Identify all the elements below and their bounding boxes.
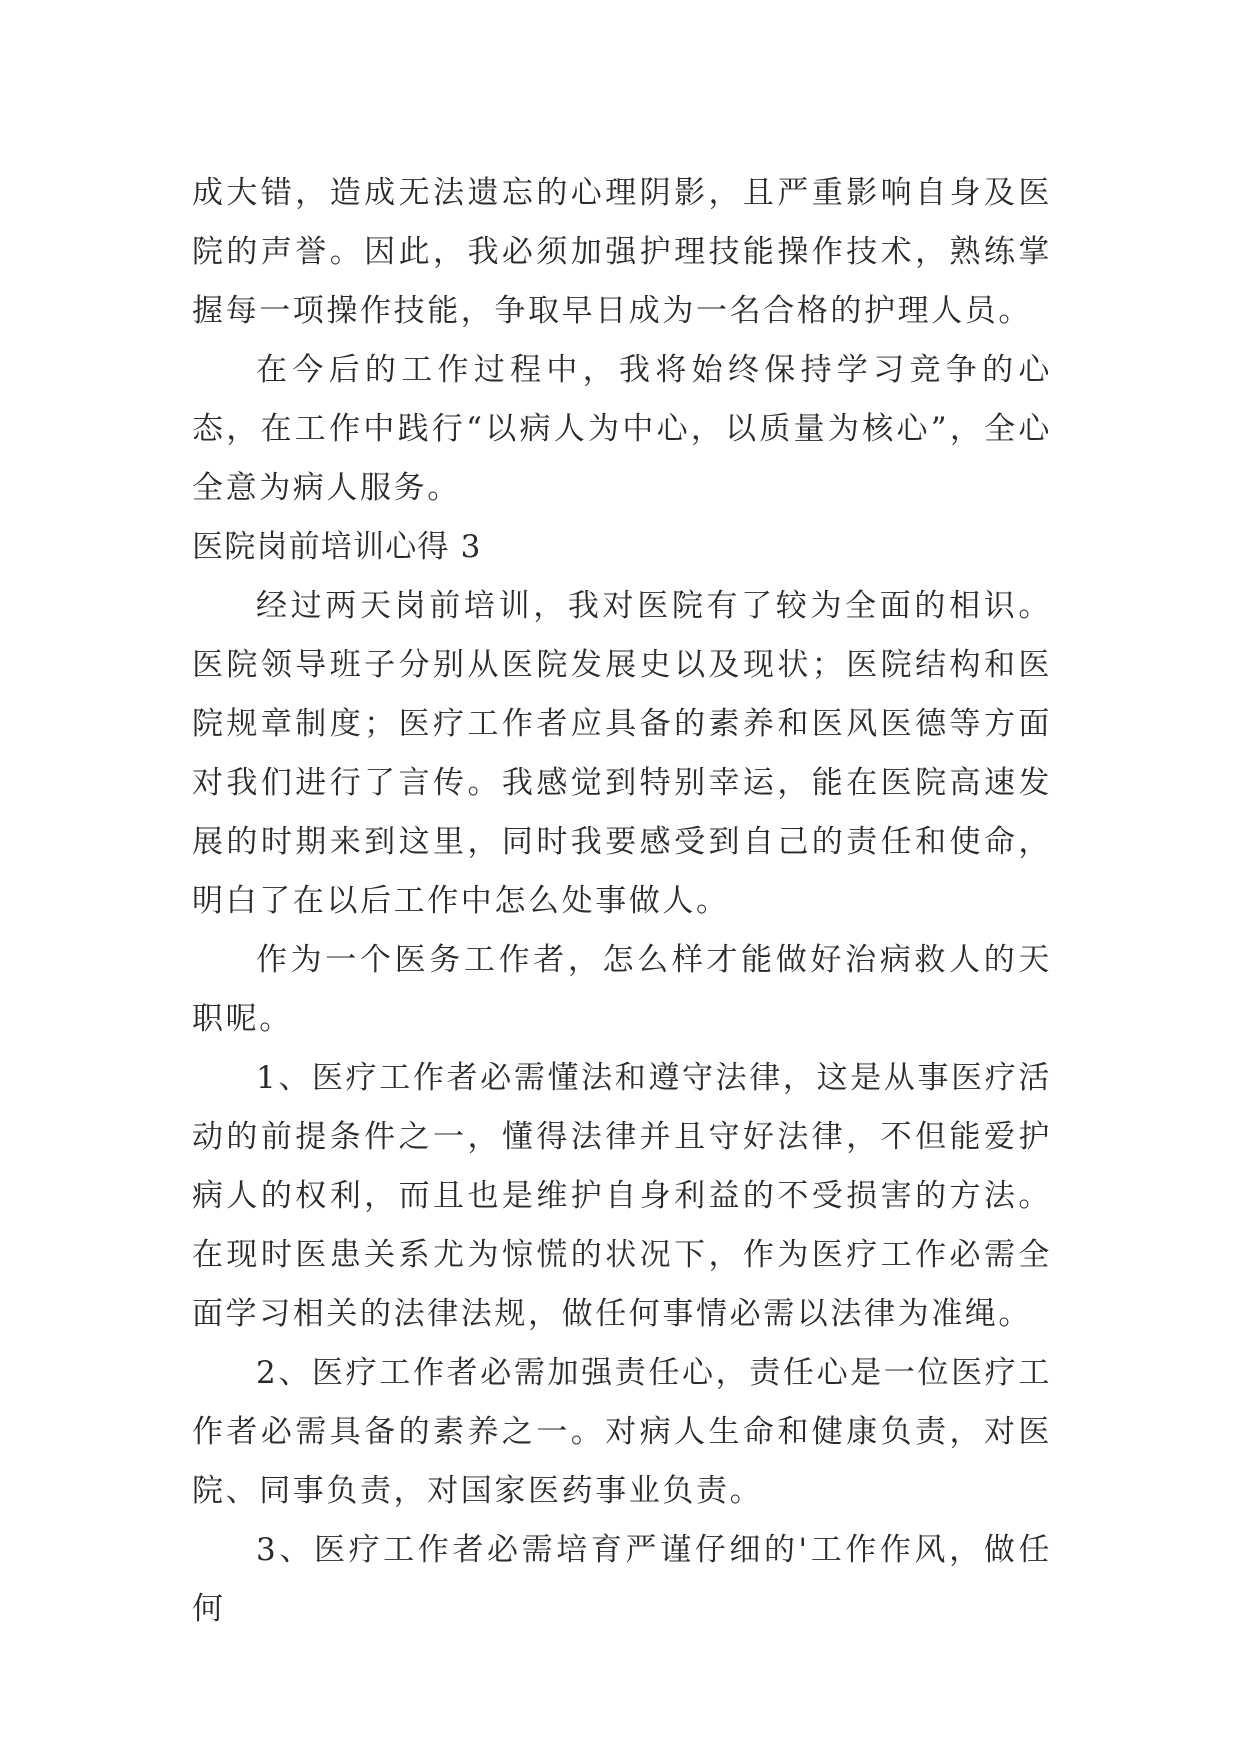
paragraph-future-work: 在今后的工作过程中，我将始终保持学习竞争的心态，在工作中践行“以病人为中心，以质量为核心”，全心全意为病人服务。 <box>192 352 1052 506</box>
paragraph-point-2: 2、医疗工作者必需加强责任心，责任心是一位医疗工作者必需具备的素养之一。对病人生命和健康负责，对医院、同事负责，对国家医药事业负责。 <box>192 1355 1052 1509</box>
paragraph-point-1: 1、医疗工作者必需懂法和遵守法律，这是从事医疗活动的前提条件之一，懂得法律并且守好法律，不但能爱护病人的权利，而且也是维护自身利益的不受损害的方法。在现时医患关系尤为惊慌的状况下，作为医疗工作必需全面学习相关的法律法规，做任何事情必需以法律为准绳。 <box>192 1060 1052 1332</box>
document-body <box>192 164 1052 1639</box>
section-heading: 医院岗前培训心得 3 <box>192 529 482 565</box>
paragraph-question: 作为一个医务工作者，怎么样才能做好治病救人的天职呢。 <box>192 942 1052 1037</box>
paragraph-training-intro: 经过两天岗前培训，我对医院有了较为全面的相识。医院领导班子分别从医院发展史以及现状；医院结构和医院规章制度；医疗工作者应具备的素养和医风医德等方面对我们进行了言传。我感觉到特别幸运，能在医院高速发展的时期来到这里，同时我要感受到自己的责任和使命，明白了在以后工作中怎么处事做人。 <box>192 588 1052 919</box>
paragraph-continuation: 成大错，造成无法遗忘的心理阴影，且严重影响自身及医院的声誉。因此，我必须加强护理技能操作技术，熟练掌握每一项操作技能，争取早日成为一名合格的护理人员。 <box>192 175 1052 329</box>
paragraph-point-3: 3、医疗工作者必需培育严谨仔细的'工作作风，做任何 <box>192 1532 1052 1627</box>
